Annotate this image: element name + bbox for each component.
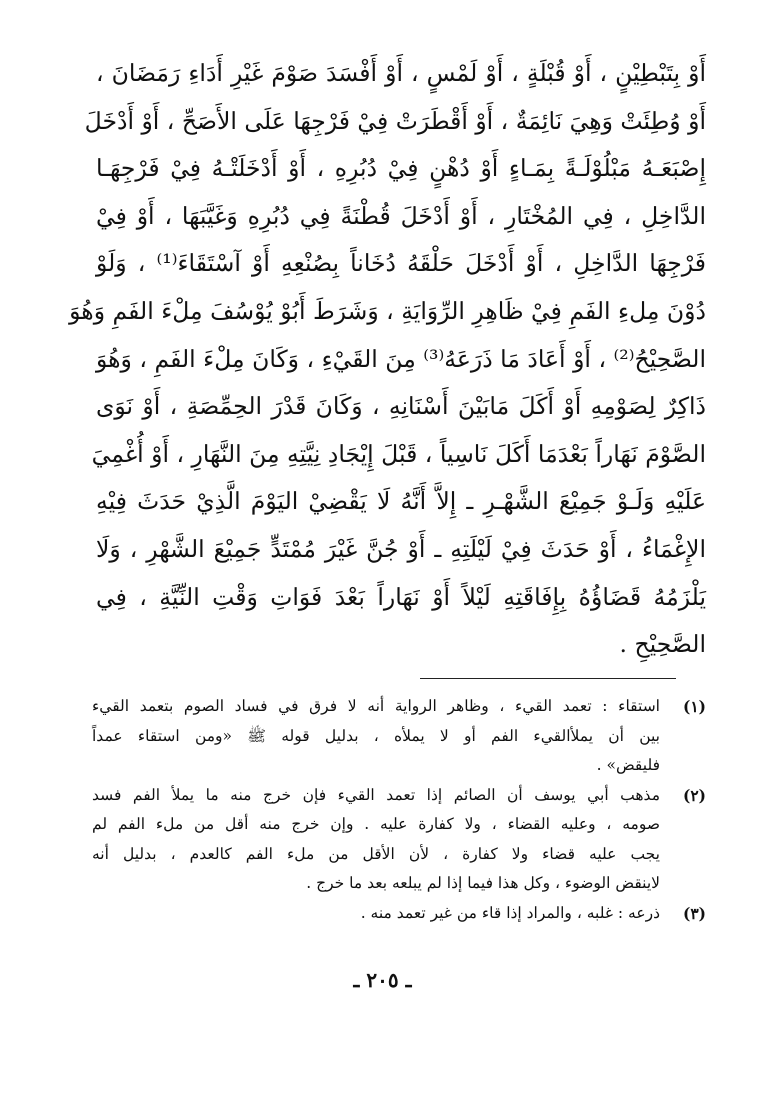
main-text-line: أَوْ بِتَبْطِيْنٍ ، أَوْ قُبْلَةٍ ، أَوْ لَمْسٍ ، أَوْ أَفْسَدَ صَوْمَ غَيْرِ أَدَاءِ رَمَضَانَ ،	[96, 59, 706, 87]
footnote-3	[92, 899, 706, 929]
footnote-number: (٢)	[682, 785, 706, 805]
footnote-1	[92, 692, 706, 781]
main-text-line: الصَّحِيْحِ .	[619, 630, 706, 659]
page-number: ـ ٢٠٥ ـ	[353, 968, 412, 992]
main-text-line: فَرْجِهَا الدَّاخِلِ ، أَوْ أَدْخَلَ حَلْقَهُ دُخَاناً بِصُنْعِهِ أَوْ آسْتَقَاءَ⁽¹⁾ ، وَلَوْ	[96, 249, 706, 278]
footnotes-section	[92, 692, 706, 928]
main-text-line: الإِغْمَاءُ ، أَوْ حَدَثَ فِيْ لَيْلَتِهِ ـ أَوْ جُنَّ غَيْرَ مُمْتَدٍّ جَمِيْعَ الشَّهْرِ ، وَلَا	[96, 534, 706, 563]
main-text-line: إِصْبَعَـهُ مَبْلُوْلَـةً بِمَـاءٍ أَوْ دُهْنٍ فِيْ دُبُرِهِ ، أَوْ أَدْخَلَتْـهُ فِيْ فَرْجِهَـا	[96, 154, 706, 183]
footnote-number: (٣)	[682, 903, 706, 923]
footnote-line: صومه ، وعليه القضاء ، ولا كفارة عليه . وإن خرج منه أقل من ملء الفم لم	[92, 815, 660, 833]
main-text-line: أَوْ وُطِئَتْ وَهِيَ نَائِمَةٌ ، أَوْ أَقْطَرَتْ فِيْ فَرْجِهَا عَلَى الأَصَحِّ ، أَوْ أَدْخَلَ	[84, 106, 706, 135]
footnote-line: فليقض» .	[596, 756, 660, 774]
main-text-line: يَلْزَمُهُ قَضَاؤُهُ بِإِفَاقَتِهِ لَيْلاً أَوْ نَهَاراً بَعْدَ فَوَاتِ وَقْتِ النِّيَّةِ ، فِي	[96, 582, 706, 611]
main-text-line: الدَّاخِلِ ، فِي المُخْتَارِ ، أَوْ أَدْخَلَ قُطْنَةً فِي دُبُرِهِ وَغَيَّبَهَا ، أَوْ فِيْ	[96, 201, 706, 230]
footnote-text	[92, 781, 660, 899]
footnote-line: استقاء : تعمد القيء ، وظاهر الرواية أنه لا فرق في فساد الصوم بتعمد القيء	[92, 697, 660, 715]
footnote-2	[92, 781, 706, 899]
footnote-line: ذرعه : غلبه ، والمراد إذا قاء من غير تعمد منه .	[360, 903, 660, 922]
footnote-line: بين أن يملأالقيء الفم أو لا يملأه ، بدليل قوله ﷺ «ومن استقاء عمداً	[92, 726, 660, 745]
footnote-number: (١)	[682, 697, 706, 716]
main-text-line: دُوْنَ مِلءِ الفَمِ فِيْ ظَاهِرِ الرِّوَايَةِ ، وَشَرَطَ أَبُوْ يُوْسُفَ مِلْءَ الفَمِ وَهُوَ	[69, 296, 706, 325]
footnote-line: مذهب أبي يوسف أن الصائم إذا تعمد القيء فإن خرج منه ما يملأ الفم فسد	[92, 785, 660, 804]
footnote-text	[92, 692, 660, 781]
main-text-line: عَلَيْهِ وَلَـوْ جَمِيْعَ الشَّهْـرِ ـ إِلاَّ أَنَّهُ لَا يَقْضِيْ اليَوْمَ الَّذِيْ حَدَثَ فِيْهِ	[96, 487, 706, 516]
footnote-line: يجب عليه قضاء ولا كفارة ، لأن الأقل من ملء الفم كالعدم ، بدليل أنه	[92, 844, 660, 863]
main-text-line: الصَّحِيْحُ⁽²⁾ ، أَوْ أَعَادَ مَا ذَرَعَهُ⁽³⁾ مِنَ القَيْءِ ، وَكَانَ مِلْءَ الفَمِ ، وَهُوَ	[96, 344, 706, 373]
main-text-line: ذَاكِرٌ لِصَوْمِهِ أَوْ أَكَلَ مَابَيْنَ أَسْنَانِهِ ، وَكَانَ قَدْرَ الحِمِّصَةِ ، أَوْ نَوَى	[96, 392, 706, 421]
main-text-line: الصَّوْمَ نَهَاراً بَعْدَمَا أَكَلَ نَاسِياً ، قَبْلَ إِيْجَادِ نِيَّتِهِ مِنَ النَّهَارِ ، أَوْ أُغْمِيَ	[91, 439, 706, 468]
footnote-line: لاينقض الوضوء ، وكل هذا فيما إذا لم يبلعه بعد ما خرج .	[306, 874, 660, 892]
footnote-text	[92, 899, 660, 929]
footnote-divider	[420, 678, 676, 679]
main-text-block	[69, 50, 706, 669]
